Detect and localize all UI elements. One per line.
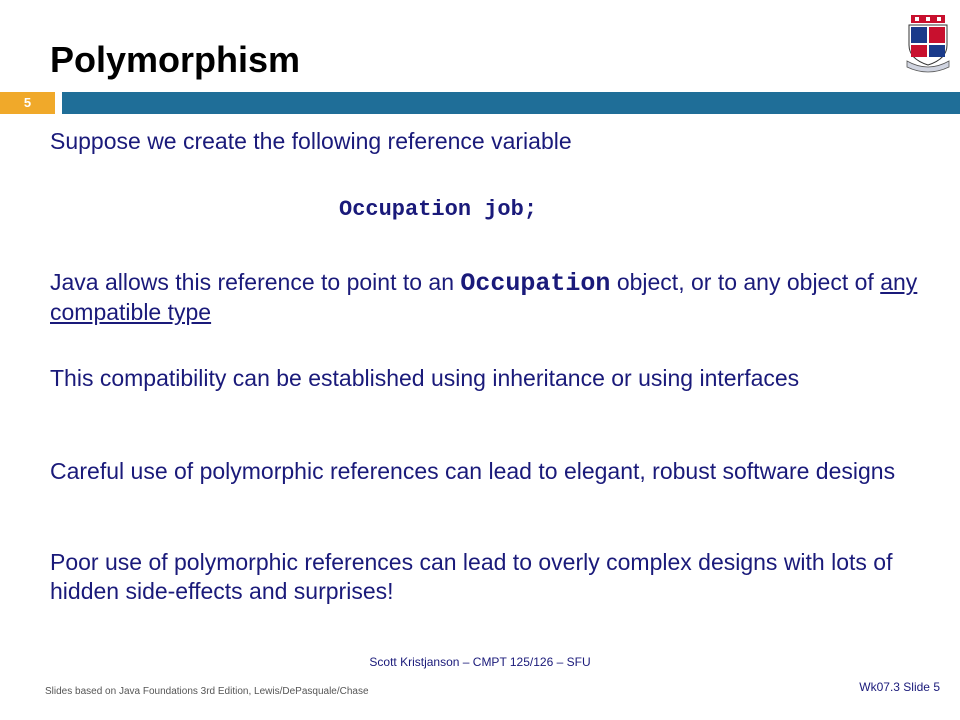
p2-text-before: Java allows this reference to point to an (50, 269, 461, 295)
paragraph-suppose: Suppose we create the following reference variable (50, 128, 572, 154)
paragraph-poor-use: Poor use of polymorphic references can lead to overly complex designs with lots of hidden side-effects and surprises! (50, 549, 893, 604)
code-declaration: Occupation job; (339, 197, 538, 222)
paragraph-careful-use: Careful use of polymorphic references can lead to elegant, robust software designs (50, 458, 896, 484)
p2-text-after: object, or to any object of (610, 269, 881, 295)
footer-slide-label: Wk07.3 Slide 5 (859, 680, 940, 694)
footer-author: Scott Kristjanson – CMPT 125/126 – SFU (369, 655, 591, 669)
paragraph-java-allows (50, 268, 945, 327)
paragraph-compatibility: This compatibility can be established using inheritance or using interfaces (50, 365, 800, 391)
compatible-type-underlined: any compatible type (50, 269, 918, 325)
title-divider-bar (62, 92, 960, 114)
university-crest-icon (905, 15, 951, 73)
slide-title: Polymorphism (50, 39, 301, 80)
occupation-code: Occupation (460, 269, 611, 298)
footer-source: Slides based on Java Foundations 3rd Edition, Lewis/DePasquale/Chase (45, 686, 369, 697)
slide-number-badge: 5 (0, 92, 55, 114)
